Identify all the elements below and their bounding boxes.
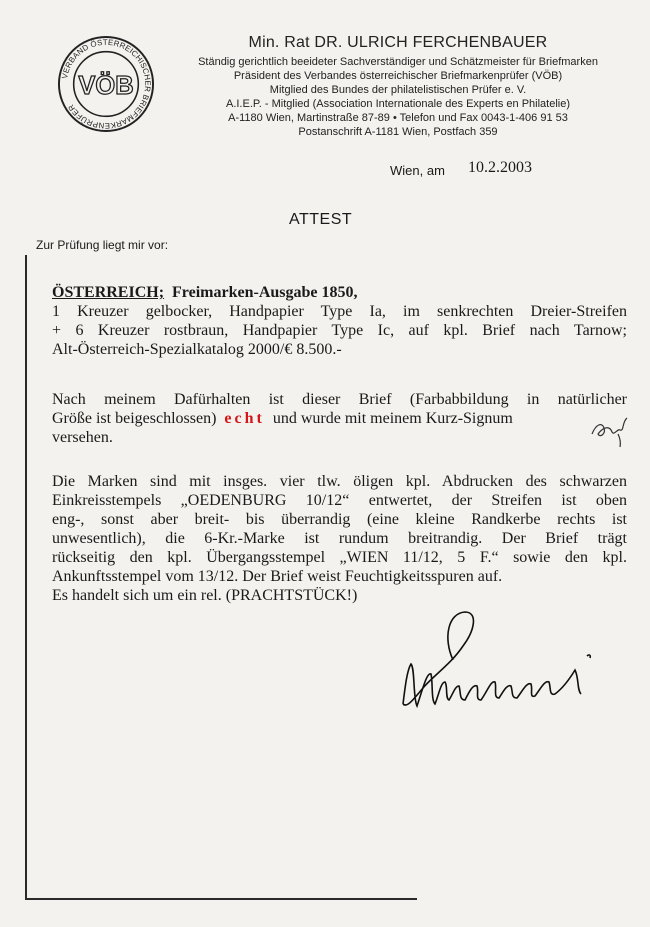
opinion-line: Nach meinem Dafürhalten ist dieser Brief (Farbabbildung in natürlicher: [52, 391, 627, 408]
opinion-text: und wurde mit meinem Kurz-Signum: [272, 410, 513, 427]
item-heading: [52, 283, 627, 302]
svg-text:VÖB: VÖB: [78, 71, 134, 100]
letterhead-line: Präsident des Verbandes österreichischer Briefmarkenprüfer (VÖB): [233, 70, 563, 82]
opinion-line: versehen.: [52, 429, 113, 446]
description-line: eng-, sonst aber breit- bis überrandig (eine kleine Randkerbe rechts ist: [52, 511, 627, 528]
opinion-line: [52, 409, 627, 428]
handwritten-signature: [393, 608, 598, 723]
left-border-line: [25, 255, 27, 900]
short-signature-initials: [590, 414, 630, 448]
expert-name: Min. Rat DR. ULRICH FERCHENBAUER: [248, 34, 548, 51]
date-value: 10.2.2003: [468, 159, 532, 176]
item-country: ÖSTERREICH;: [52, 284, 165, 301]
voeb-seal-logo: [57, 35, 155, 133]
opinion-text: Größe ist beigeschlossen): [52, 410, 217, 427]
letterhead-line: Ständig gerichtlich beeideter Sachverständiger und Schätzmeister für Briefmarken: [198, 56, 598, 68]
date-label: Wien, am: [390, 163, 445, 178]
svg-text:VERBAND ÖSTERREICHISCHER BRIEF: VERBAND ÖSTERREICHISCHER BRIEFMARKENPRÜFER: [60, 37, 153, 131]
description-line: Einkreisstempels „OEDENBURG 10/12“ entwertet, der Streifen ist oben: [52, 492, 627, 509]
bottom-border-line: [25, 898, 417, 900]
description-line: Es handelt sich um ein rel. (PRACHTSTÜCK!): [52, 587, 358, 604]
description-line: Ankunftsstempel vom 13/12. Der Brief weist Feuchtigkeitsspuren auf.: [52, 568, 503, 585]
item-catalog: Alt-Österreich-Spezialkatalog 2000/€ 8.500.-: [52, 341, 342, 358]
item-issue: Freimarken-Ausgabe 1850,: [172, 284, 358, 301]
document-title: ATTEST: [289, 211, 353, 228]
letterhead-line: A.I.E.P. - Mitglied (Association Internationale des Experts en Philatelie): [225, 98, 571, 110]
item-line: 1 Kreuzer gelbocker, Handpapier Type Ia, im senkrechten Dreier-Streifen: [52, 303, 627, 320]
item-description: [52, 283, 627, 359]
description-line: unwesentlich), die 6-Kr.-Marke ist rundum breitrandig. Der Brief trägt: [52, 530, 627, 547]
echt-highlight: echt: [224, 410, 265, 427]
opinion-paragraph: [52, 390, 627, 447]
intro-text: Zur Prüfung liegt mir vor:: [36, 238, 169, 252]
letterhead: [168, 34, 628, 139]
description-line: Die Marken sind mit insges. vier tlw. öligen kpl. Abdrucken des schwarzen: [52, 473, 627, 490]
condition-description: [52, 472, 627, 605]
item-line: + 6 Kreuzer rostbraun, Handpapier Type Ic, auf kpl. Brief nach Tarnow;: [52, 322, 627, 339]
description-line: rückseitig den kpl. Übergangsstempel „WIEN 11/12, 5 F.“ sowie den kpl.: [52, 549, 627, 566]
letterhead-line: Postanschrift A-1181 Wien, Postfach 359: [298, 126, 498, 138]
letterhead-line: Mitglied des Bundes der philatelistischen Prüfer e. V.: [269, 84, 527, 96]
letterhead-line: A-1180 Wien, Martinstraße 87-89 • Telefon und Fax 0043-1-406 91 53: [228, 112, 568, 124]
